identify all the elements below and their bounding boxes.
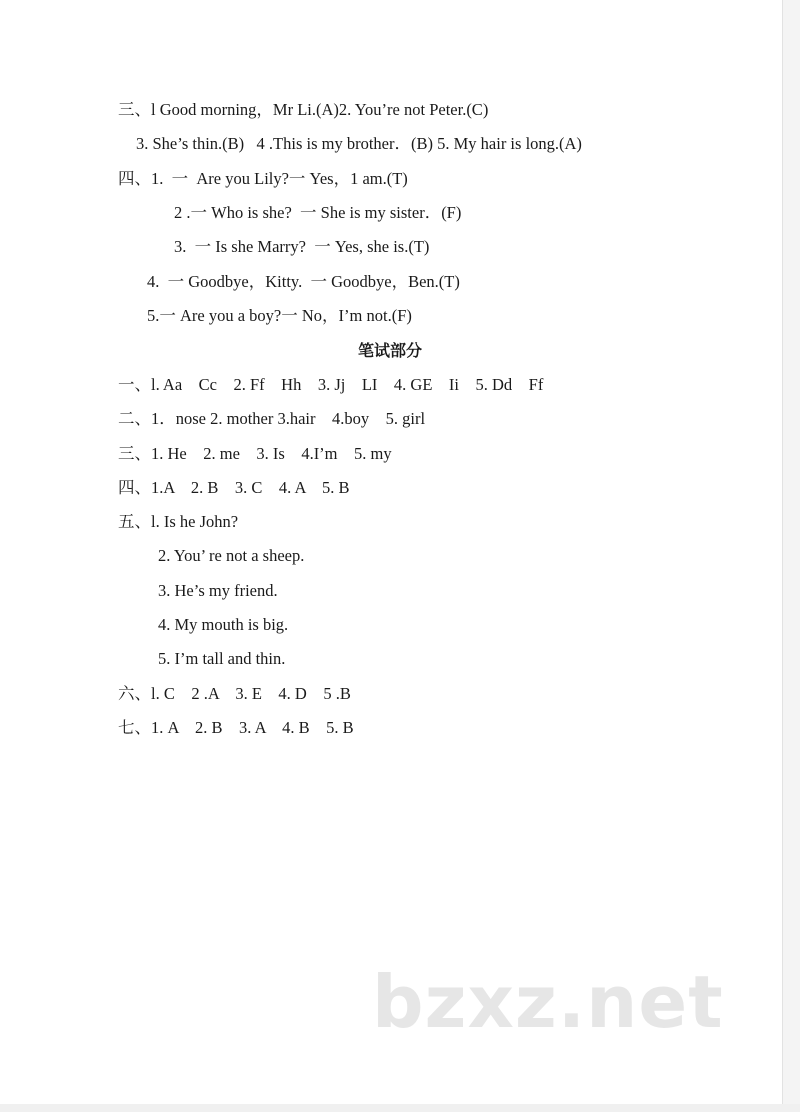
listening-section-4-item-3: 3. 一 Is she Marry? 一 Yes, she is.(T) bbox=[174, 237, 430, 256]
written-section-6: 六、l. C 2 .A 3. E 4. D 5 .B bbox=[118, 684, 351, 703]
written-section-5-item-2: 2. You’ re not a sheep. bbox=[158, 546, 305, 565]
written-part-title: 笔试部分 bbox=[358, 341, 423, 360]
written-section-1: 一、l. Aa Cc 2. Ff Hh 3. Jj LI 4. GE Ii 5. Dd Ff bbox=[118, 375, 544, 394]
listening-section-4-item-1: 四、1. 一 Are you Lily?一 Yes，1 am.(T) bbox=[118, 169, 408, 188]
written-section-5-item-4: 4. My mouth is big. bbox=[158, 615, 289, 634]
written-section-2: 二、1．nose 2. mother 3.hair 4.boy 5. girl bbox=[118, 409, 426, 428]
written-section-5-item-1: 五、l. Is he John? bbox=[118, 512, 239, 531]
listening-section-4-item-2: 2 .一 Who is she? 一 She is my sister．(F) bbox=[174, 203, 462, 222]
written-section-4: 四、1.A 2. B 3. C 4. A 5. B bbox=[118, 478, 350, 497]
page-bottom-edge bbox=[0, 1104, 800, 1112]
written-section-5-item-3: 3. He’s my friend. bbox=[158, 581, 278, 600]
listening-section-3-line-1: 三、l Good morning，Mr Li.(A)2. You’re not Peter.(C) bbox=[118, 100, 489, 119]
watermark-text: bzxz.net bbox=[372, 960, 724, 1044]
written-section-5-item-5: 5. I’m tall and thin. bbox=[158, 649, 286, 668]
listening-section-3-line-2: 3. She’s thin.(B) 4 .This is my brother．(B) 5. My hair is long.(A) bbox=[136, 134, 582, 153]
written-section-7: 七、1. A 2. B 3. A 4. B 5. B bbox=[118, 718, 354, 737]
written-section-3: 三、1. He 2. me 3. Is 4.I’m 5. my bbox=[118, 444, 392, 463]
listening-section-4-item-5: 5.一 Are you a boy?一 No，I’m not.(F) bbox=[147, 306, 412, 325]
listening-section-4-item-4: 4. 一 Goodbye，Kitty. 一 Goodbye，Ben.(T) bbox=[147, 272, 460, 291]
